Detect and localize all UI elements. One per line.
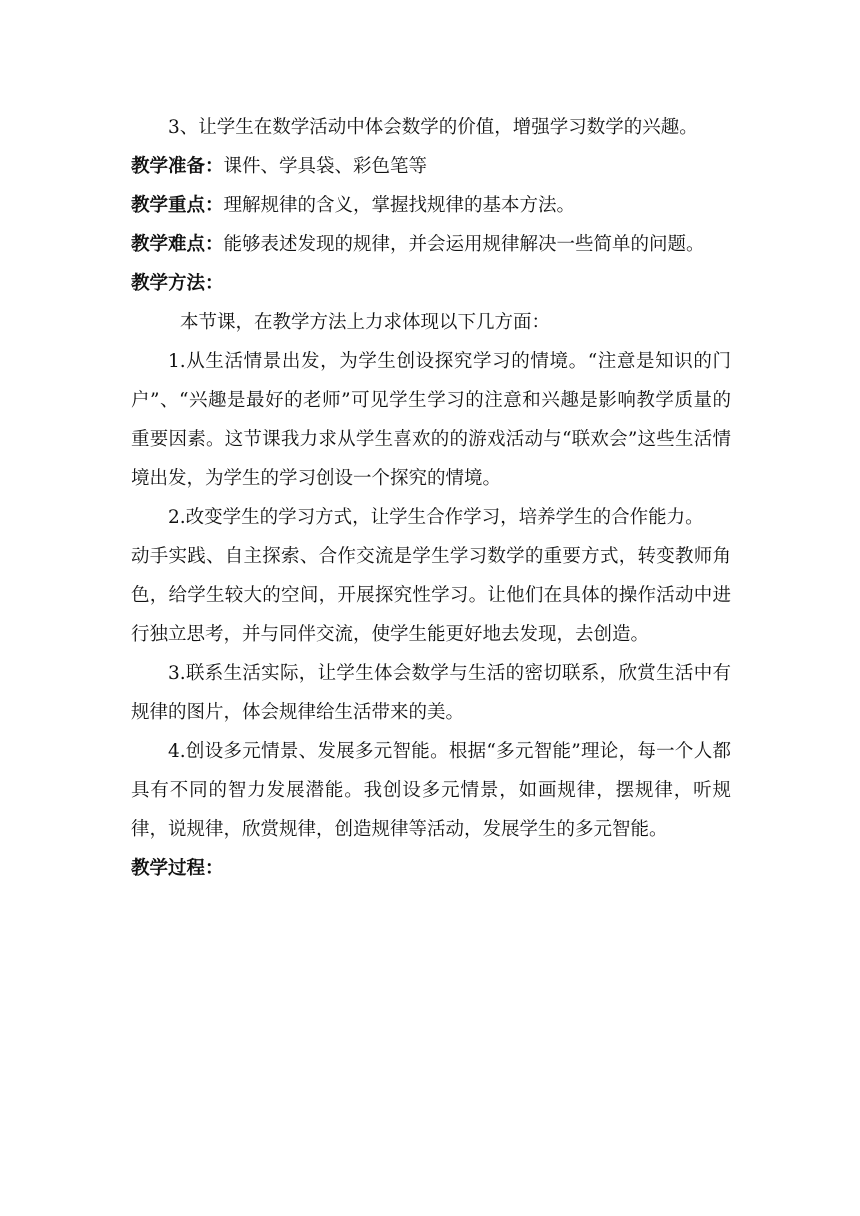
methods-heading: 教学方法： <box>131 273 224 294</box>
difficulties-line <box>131 225 731 264</box>
method-point-4: 4.创设多元情景、发展多元智能。根据“多元智能”理论，每一个人都具有不同的智力发展潜能。我创设多元情景，如画规律，摆规律，听规律，说规律，欣赏规律，创造规律等活动，发展学生的多元智能。 <box>131 741 731 840</box>
method-point-2: 2.改变学生的学习方式，让学生合作学习，培养学生的合作能力。 <box>168 507 704 528</box>
difficulties-label: 教学难点： <box>131 234 224 255</box>
methods-intro: 本节课，在教学方法上力求体现以下几方面： <box>180 312 551 333</box>
method-point-3: 3.联系生活实际，让学生体会数学与生活的密切联系，欣赏生活中有规律的图片，体会规律给生活带来的美。 <box>131 663 731 723</box>
preparation-text: 课件、学具袋、彩色笔等 <box>223 156 428 177</box>
key-points-line <box>131 186 731 225</box>
preparation-line <box>131 147 731 186</box>
difficulties-text: 能够表述发现的规律，并会运用规律解决一些简单的问题。 <box>223 234 705 255</box>
document-body <box>131 108 731 888</box>
method-point-2-detail: 动手实践、自主探索、合作交流是学生学习数学的重要方式，转变教师角色，给学生较大的空间，开展探究性学习。让他们在具体的操作活动中进行独立思考，并与同伴交流，使学生能更好地去发现，去创造。 <box>131 546 731 645</box>
objective-item-3: 3、让学生在数学活动中体会数学的价值，增强学习数学的兴趣。 <box>168 117 698 138</box>
key-points-label: 教学重点： <box>131 195 224 216</box>
key-points-text: 理解规律的含义，掌握找规律的基本方法。 <box>223 195 576 216</box>
preparation-label: 教学准备： <box>131 156 224 177</box>
method-point-1: 1.从生活情景出发，为学生创设探究学习的情境。“注意是知识的门户”、“兴趣是最好的老师”可见学生学习的注意和兴趣是影响教学质量的重要因素。这节课我力求从学生喜欢的的游戏活动与“联欢会”这些生活情境出发，为学生的学习创设一个探究的情境。 <box>131 351 731 489</box>
process-heading: 教学过程： <box>131 858 224 879</box>
